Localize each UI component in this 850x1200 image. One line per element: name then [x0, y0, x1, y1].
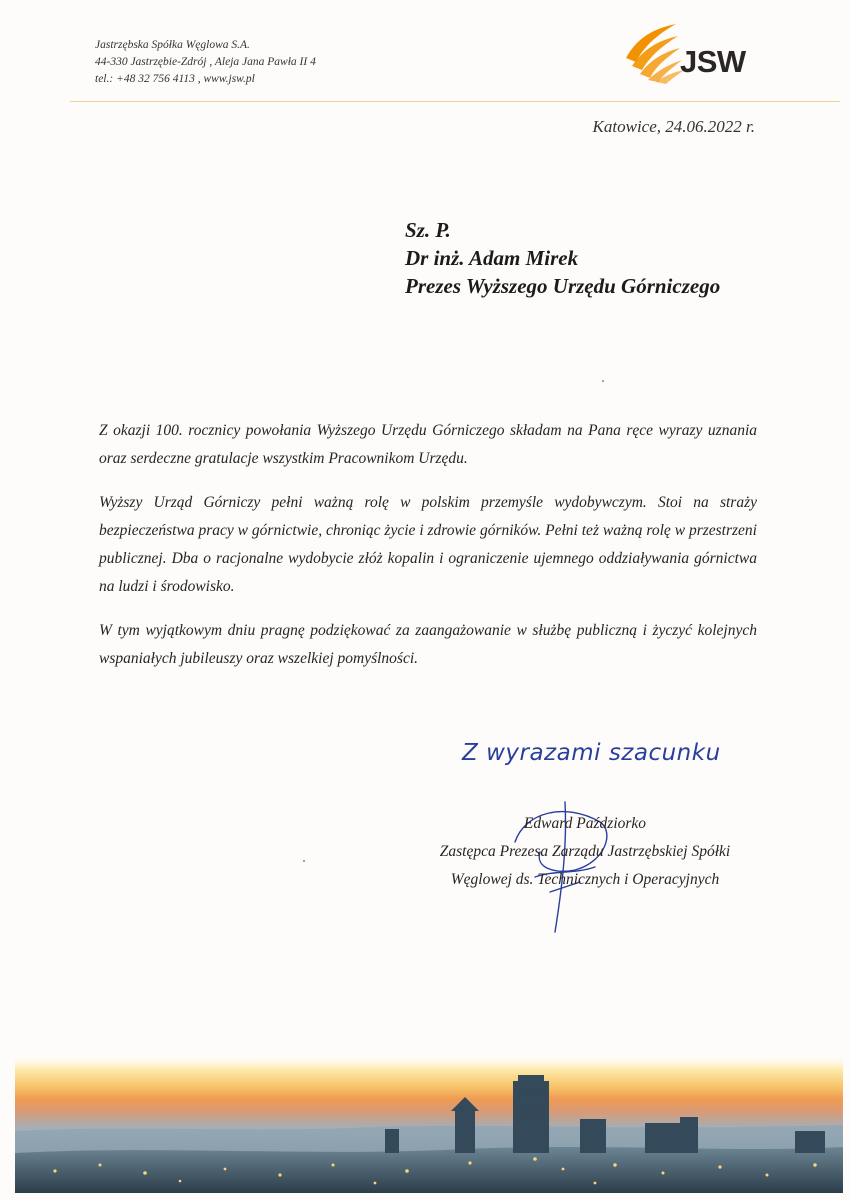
recipient-title: Prezes Wyższego Urzędu Górniczego	[405, 274, 721, 298]
letter-body	[99, 417, 757, 689]
signatory-block	[400, 810, 770, 894]
recipient-block	[405, 216, 720, 300]
header-divider	[70, 101, 840, 102]
company-street-address: 44-330 Jastrzębie-Zdrój , Aleja Jana Pawła II 4	[95, 56, 316, 68]
company-contact: tel.: +48 32 756 4113 , www.jsw.pl	[95, 73, 255, 85]
body-paragraph: Z okazji 100. rocznicy powołania Wyższego Urzędu Górniczego składam na Pana ręce wyrazy uznania oraz serdeczne gratulacje wszystkim Pracownikom Urzędu.	[99, 422, 757, 467]
recipient-name: Dr inż. Adam Mirek	[405, 246, 579, 270]
letter-date: Katowice, 24.06.2022 r.	[592, 117, 755, 136]
company-address	[95, 37, 316, 88]
logo-wordmark: JSW	[680, 44, 746, 79]
scan-speck	[303, 860, 305, 862]
scan-speck	[602, 380, 604, 382]
handwritten-closing: Z wyrazami szacunku	[462, 740, 721, 766]
recipient-salutation: Sz. P.	[405, 218, 451, 242]
industrial-skyline-banner	[15, 1053, 843, 1193]
body-paragraph: W tym wyjątkowym dniu pragnę podziękować za zaangażowanie w służbę publiczną i życzyć kolejnych wspaniałych jubileuszy oraz wszelkiej pomyślności.	[99, 622, 757, 667]
company-name: Jastrzębska Spółka Węglowa S.A.	[95, 39, 250, 51]
signatory-position-line: Zastępca Prezesa Zarządu Jastrzębskiej Spółki	[439, 843, 731, 860]
signatory-name: Edward Paździorko	[523, 815, 647, 832]
body-paragraph: Wyższy Urząd Górniczy pełni ważną rolę w polskim przemyśle wydobywczym. Stoi na straży bezpieczeństwa pracy w górnictwie, chroniąc życie i zdrowie górników. Pełni też ważną rolę w przestrzeni publicznej. Dba o racjonalne wydobycie złóż kopalin i ograniczenie ujemnego oddziaływania górnictwa na ludzi i środowisko.	[99, 494, 757, 595]
signatory-position-line: Węglowej ds. Technicznych i Operacyjnych	[450, 871, 720, 888]
